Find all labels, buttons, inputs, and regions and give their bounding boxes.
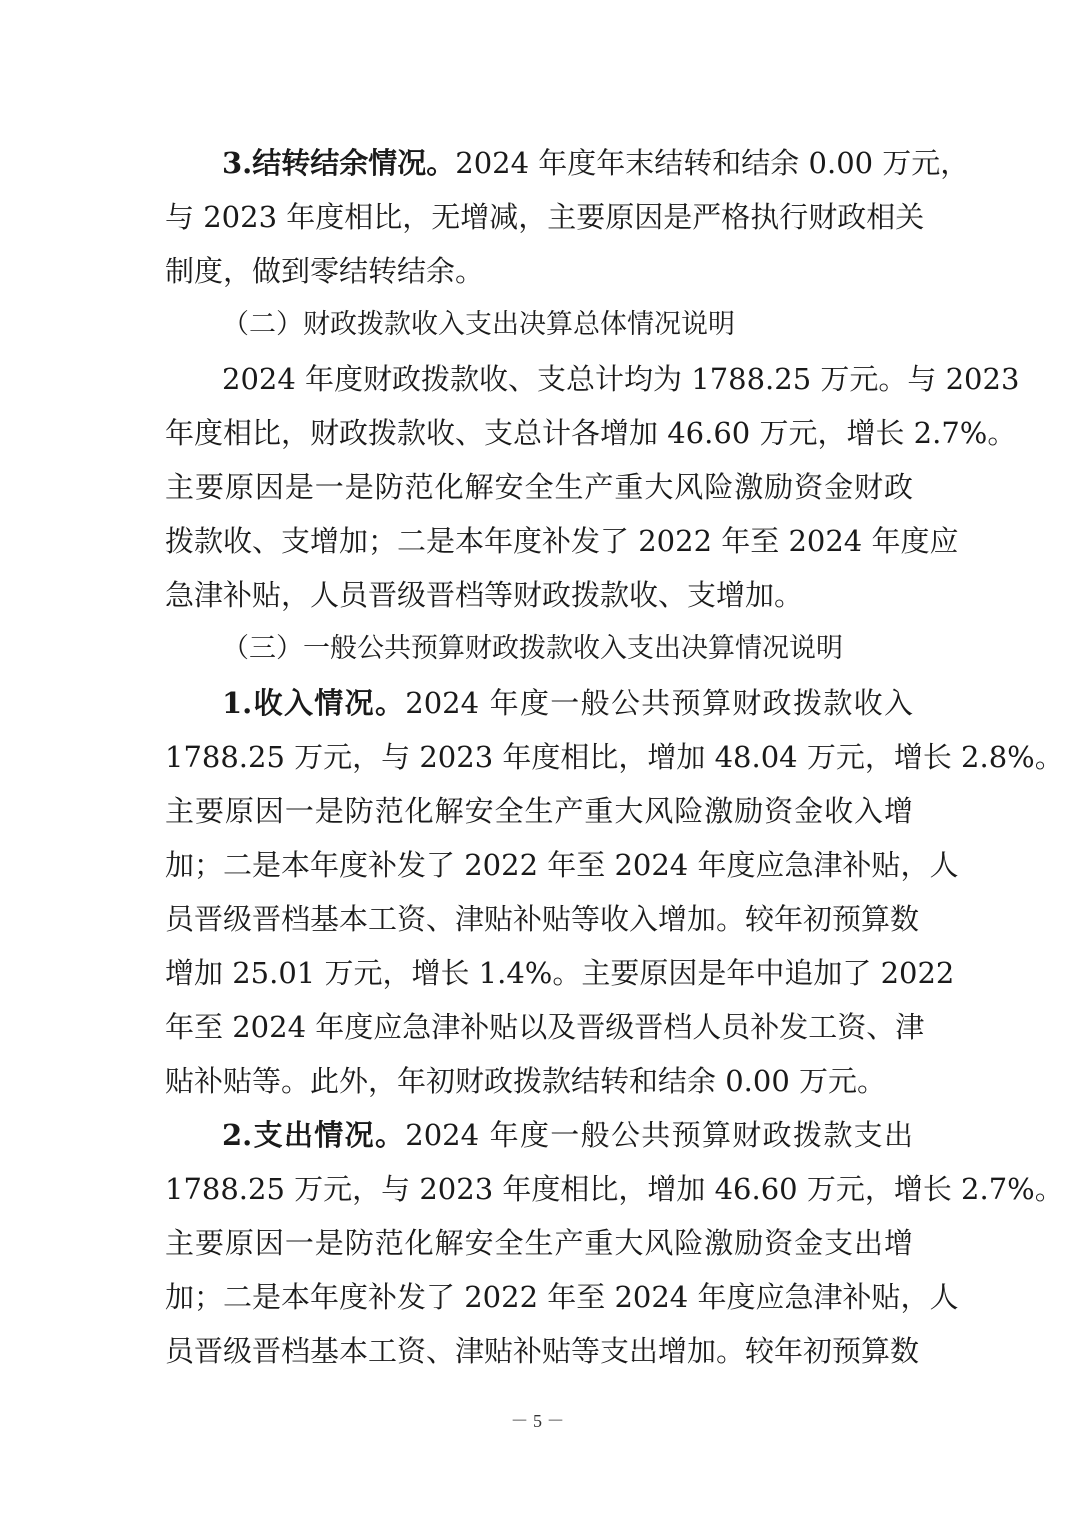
income-line-2: 1788.25 万元，与 2023 年度相比，增加 48.04 万元，增长 2.8%。 [165,740,1064,774]
income-heading: 1.收入情况。 [222,686,406,720]
para2-line-5: 急津补贴，人员晋级晋档等财政拨款收、支增加。 [165,578,804,612]
para2-line-4: 拨款收、支增加；二是本年度补发了 2022 年至 2024 年度应 [165,524,959,558]
expense-line-5: 员晋级晋档基本工资、津贴补贴等支出增加。较年初预算数 [165,1334,920,1368]
section3-heading: 3.结转结余情况。 [222,146,456,180]
page-number: － 5 － [510,1411,565,1431]
expense-line-2: 1788.25 万元，与 2023 年度相比，增加 46.60 万元，增长 2.7%。 [165,1172,1064,1206]
expense-line-4: 加；二是本年度补发了 2022 年至 2024 年度应急津补贴，人 [165,1280,959,1314]
income-line-6: 增加 25.01 万元，增长 1.4%。主要原因是年中追加了 2022 [165,956,955,990]
income-line-4: 加；二是本年度补发了 2022 年至 2024 年度应急津补贴，人 [165,848,959,882]
para2-line-3: 主要原因是一是防范化解安全生产重大风险激励资金财政 [165,470,913,504]
heading-general-budget: （三）一般公共预算财政拨款收入支出决算情况说明 [222,633,843,664]
section3-line-2: 与 2023 年度相比，无增减，主要原因是严格执行财政相关 [165,200,925,234]
heading-fiscal-overall: （二）财政拨款收入支出决算总体情况说明 [222,309,735,340]
income-line-8: 贴补贴等。此外，年初财政拨款结转和结余 0.00 万元。 [165,1064,887,1098]
income-line-7: 年至 2024 年度应急津补贴以及晋级晋档人员补发工资、津 [165,1010,925,1044]
income-line-5: 员晋级晋档基本工资、津贴补贴等收入增加。较年初预算数 [165,902,920,936]
para2-line-2: 年度相比，财政拨款收、支总计各增加 46.60 万元，增长 2.7%。 [165,416,1017,450]
income-line-1 [222,676,913,730]
expense-heading: 2.支出情况。 [222,1118,406,1152]
expense-line-1 [222,1108,913,1162]
section3-text: 2024 年度年末结转和结余 0.00 万元， [455,146,970,180]
para2-line-1: 2024 年度财政拨款收、支总计均为 1788.25 万元。与 2023 [222,362,1020,396]
section3-line-1 [222,136,970,190]
income-line-3: 主要原因一是防范化解安全生产重大风险激励资金收入增 [165,794,913,828]
income-text: 2024 年度一般公共预算财政拨款收入 [405,686,913,720]
expense-text: 2024 年度一般公共预算财政拨款支出 [405,1118,913,1152]
expense-line-3: 主要原因一是防范化解安全生产重大风险激励资金支出增 [165,1226,913,1260]
section3-line-3: 制度，做到零结转结余。 [165,254,485,288]
